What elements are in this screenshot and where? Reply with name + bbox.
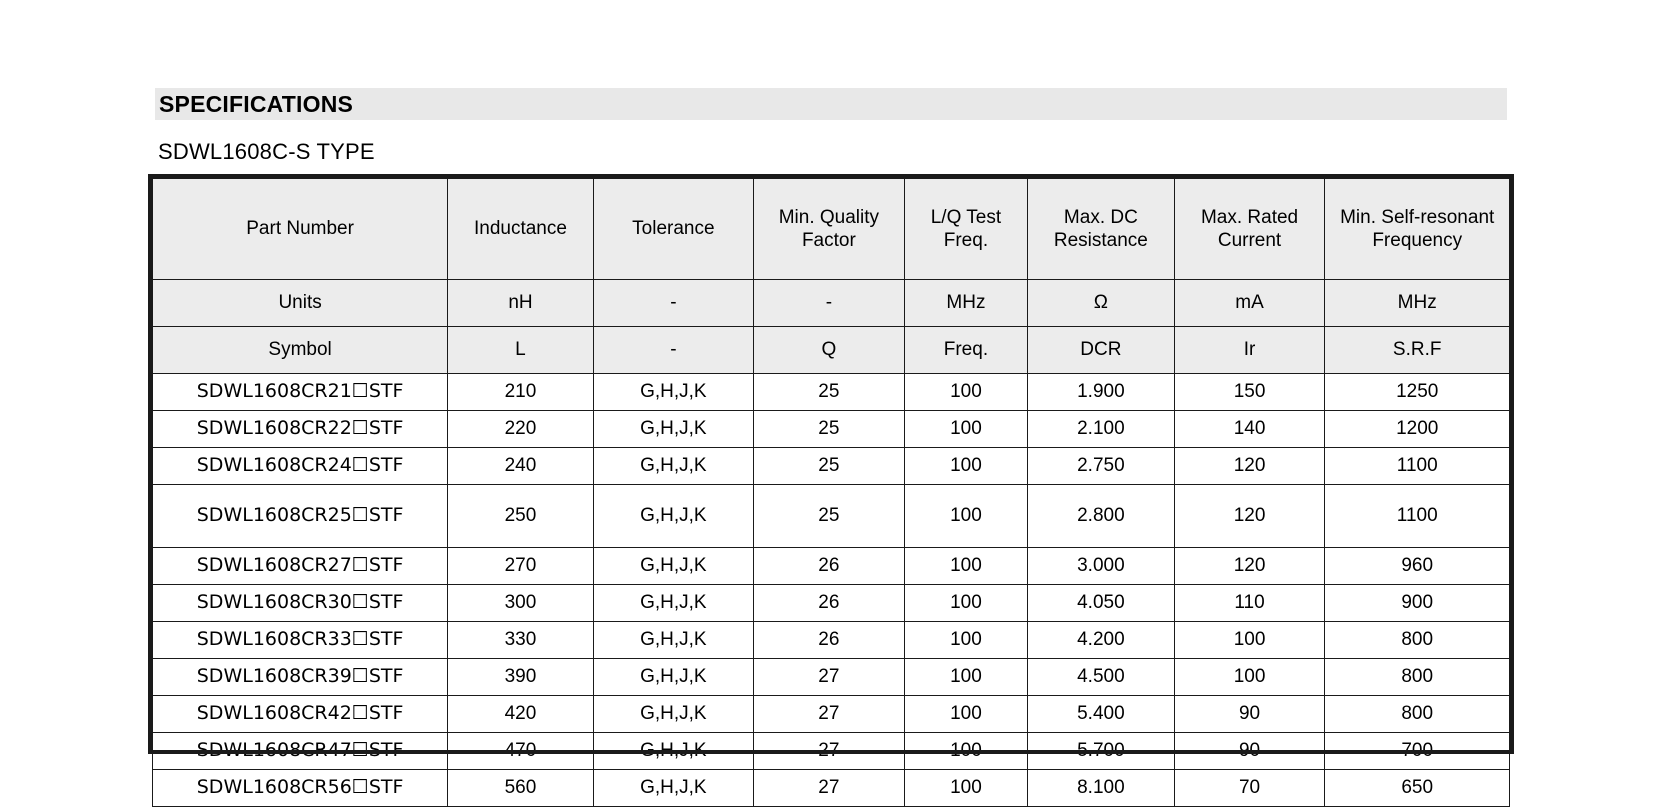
cell-inductance: 330 — [448, 622, 594, 659]
cell-inductance: 250 — [448, 485, 594, 548]
cell-test-freq: 100 — [904, 622, 1027, 659]
cell-test-freq: 100 — [904, 374, 1027, 411]
symbol-tolerance: - — [593, 327, 753, 374]
cell-rated-current: 120 — [1174, 485, 1325, 548]
symbol-row — [153, 327, 1510, 374]
units-label: Units — [153, 280, 448, 327]
cell-tolerance: G,H,J,K — [593, 548, 753, 585]
cell-quality-factor: 25 — [753, 411, 904, 448]
table-row — [153, 411, 1510, 448]
cell-self-resonant-frequency: 1100 — [1325, 448, 1510, 485]
cell-inductance: 240 — [448, 448, 594, 485]
table-row — [153, 585, 1510, 622]
cell-tolerance: G,H,J,K — [593, 659, 753, 696]
specifications-table — [152, 178, 1510, 807]
cell-test-freq: 100 — [904, 411, 1027, 448]
cell-tolerance: G,H,J,K — [593, 622, 753, 659]
cell-dc-resistance: 4.500 — [1028, 659, 1175, 696]
units-test-freq: MHz — [904, 280, 1027, 327]
cell-self-resonant-frequency: 900 — [1325, 585, 1510, 622]
table-head — [153, 179, 1510, 374]
column-header-min-self-resonant-frequency: Min. Self-resonant Frequency — [1325, 179, 1510, 280]
units-quality-factor: - — [753, 280, 904, 327]
cell-inductance: 390 — [448, 659, 594, 696]
cell-rated-current: 90 — [1174, 696, 1325, 733]
cell-test-freq: 100 — [904, 448, 1027, 485]
cell-tolerance: G,H,J,K — [593, 733, 753, 770]
cell-part-number: SDWL1608CR24☐STF — [153, 448, 448, 485]
cell-quality-factor: 26 — [753, 622, 904, 659]
section-header-band — [155, 88, 1507, 120]
cell-part-number: SDWL1608CR22☐STF — [153, 411, 448, 448]
column-header-max-rated-current: Max. Rated Current — [1174, 179, 1325, 280]
cell-self-resonant-frequency: 1250 — [1325, 374, 1510, 411]
cell-test-freq: 100 — [904, 585, 1027, 622]
table-row — [153, 448, 1510, 485]
cell-part-number: SDWL1608CR39☐STF — [153, 659, 448, 696]
cell-dc-resistance: 1.900 — [1028, 374, 1175, 411]
cell-quality-factor: 25 — [753, 374, 904, 411]
cell-tolerance: G,H,J,K — [593, 696, 753, 733]
cell-part-number: SDWL1608CR21☐STF — [153, 374, 448, 411]
cell-tolerance: G,H,J,K — [593, 374, 753, 411]
cell-dc-resistance: 2.800 — [1028, 485, 1175, 548]
column-header-min-quality-factor: Min. Quality Factor — [753, 179, 904, 280]
cell-rated-current: 90 — [1174, 733, 1325, 770]
cell-rated-current: 100 — [1174, 622, 1325, 659]
cell-tolerance: G,H,J,K — [593, 448, 753, 485]
table-row — [153, 696, 1510, 733]
table-row — [153, 659, 1510, 696]
cell-rated-current: 120 — [1174, 448, 1325, 485]
table-row — [153, 548, 1510, 585]
cell-test-freq: 100 — [904, 485, 1027, 548]
cell-test-freq: 100 — [904, 770, 1027, 807]
cell-dc-resistance: 2.100 — [1028, 411, 1175, 448]
symbol-test-freq: Freq. — [904, 327, 1027, 374]
cell-inductance: 210 — [448, 374, 594, 411]
cell-dc-resistance: 8.100 — [1028, 770, 1175, 807]
cell-inductance: 560 — [448, 770, 594, 807]
cell-dc-resistance: 5.400 — [1028, 696, 1175, 733]
cell-self-resonant-frequency: 1100 — [1325, 485, 1510, 548]
cell-inductance: 220 — [448, 411, 594, 448]
cell-quality-factor: 26 — [753, 585, 904, 622]
units-self-resonant-frequency: MHz — [1325, 280, 1510, 327]
cell-test-freq: 100 — [904, 659, 1027, 696]
table-row — [153, 622, 1510, 659]
cell-self-resonant-frequency: 800 — [1325, 659, 1510, 696]
cell-self-resonant-frequency: 800 — [1325, 696, 1510, 733]
units-inductance: nH — [448, 280, 594, 327]
cell-inductance: 420 — [448, 696, 594, 733]
symbol-self-resonant-frequency: S.R.F — [1325, 327, 1510, 374]
table-body — [153, 374, 1510, 807]
symbol-quality-factor: Q — [753, 327, 904, 374]
cell-dc-resistance: 5.700 — [1028, 733, 1175, 770]
cell-rated-current: 120 — [1174, 548, 1325, 585]
symbol-rated-current: Ir — [1174, 327, 1325, 374]
cell-quality-factor: 26 — [753, 548, 904, 585]
cell-tolerance: G,H,J,K — [593, 770, 753, 807]
cell-part-number: SDWL1608CR56☐STF — [153, 770, 448, 807]
table-row — [153, 733, 1510, 770]
column-header-lq-test-freq: L/Q Test Freq. — [904, 179, 1027, 280]
cell-inductance: 270 — [448, 548, 594, 585]
cell-inductance: 470 — [448, 733, 594, 770]
column-header-part-number: Part Number — [153, 179, 448, 280]
section-title: SPECIFICATIONS — [159, 90, 354, 117]
cell-part-number: SDWL1608CR30☐STF — [153, 585, 448, 622]
cell-dc-resistance: 3.000 — [1028, 548, 1175, 585]
units-tolerance: - — [593, 280, 753, 327]
cell-tolerance: G,H,J,K — [593, 485, 753, 548]
column-header-tolerance: Tolerance — [593, 179, 753, 280]
cell-part-number: SDWL1608CR33☐STF — [153, 622, 448, 659]
cell-quality-factor: 25 — [753, 485, 904, 548]
cell-dc-resistance: 2.750 — [1028, 448, 1175, 485]
units-rated-current: mA — [1174, 280, 1325, 327]
cell-dc-resistance: 4.050 — [1028, 585, 1175, 622]
symbol-dc-resistance: DCR — [1028, 327, 1175, 374]
cell-quality-factor: 27 — [753, 659, 904, 696]
table-row — [153, 485, 1510, 548]
cell-quality-factor: 27 — [753, 696, 904, 733]
cell-part-number: SDWL1608CR42☐STF — [153, 696, 448, 733]
cell-tolerance: G,H,J,K — [593, 585, 753, 622]
cell-test-freq: 100 — [904, 548, 1027, 585]
units-dc-resistance: Ω — [1028, 280, 1175, 327]
cell-inductance: 300 — [448, 585, 594, 622]
table-row — [153, 770, 1510, 807]
cell-self-resonant-frequency: 800 — [1325, 622, 1510, 659]
cell-test-freq: 100 — [904, 696, 1027, 733]
cell-part-number: SDWL1608CR25☐STF — [153, 485, 448, 548]
cell-quality-factor: 27 — [753, 770, 904, 807]
cell-quality-factor: 27 — [753, 733, 904, 770]
cell-rated-current: 100 — [1174, 659, 1325, 696]
cell-self-resonant-frequency: 700 — [1325, 733, 1510, 770]
column-header-max-dc-resistance: Max. DC Resistance — [1028, 179, 1175, 280]
symbol-label: Symbol — [153, 327, 448, 374]
cell-self-resonant-frequency: 1200 — [1325, 411, 1510, 448]
symbol-inductance: L — [448, 327, 594, 374]
cell-rated-current: 140 — [1174, 411, 1325, 448]
cell-rated-current: 70 — [1174, 770, 1325, 807]
cell-dc-resistance: 4.200 — [1028, 622, 1175, 659]
cell-part-number: SDWL1608CR27☐STF — [153, 548, 448, 585]
header-row — [153, 179, 1510, 280]
cell-rated-current: 110 — [1174, 585, 1325, 622]
cell-rated-current: 150 — [1174, 374, 1325, 411]
type-subtitle: SDWL1608C-S TYPE — [158, 139, 375, 164]
cell-part-number: SDWL1608CR47☐STF — [153, 733, 448, 770]
cell-tolerance: G,H,J,K — [593, 411, 753, 448]
table-row — [153, 374, 1510, 411]
cell-test-freq: 100 — [904, 733, 1027, 770]
cell-quality-factor: 25 — [753, 448, 904, 485]
units-row — [153, 280, 1510, 327]
cell-self-resonant-frequency: 650 — [1325, 770, 1510, 807]
column-header-inductance: Inductance — [448, 179, 594, 280]
cell-self-resonant-frequency: 960 — [1325, 548, 1510, 585]
